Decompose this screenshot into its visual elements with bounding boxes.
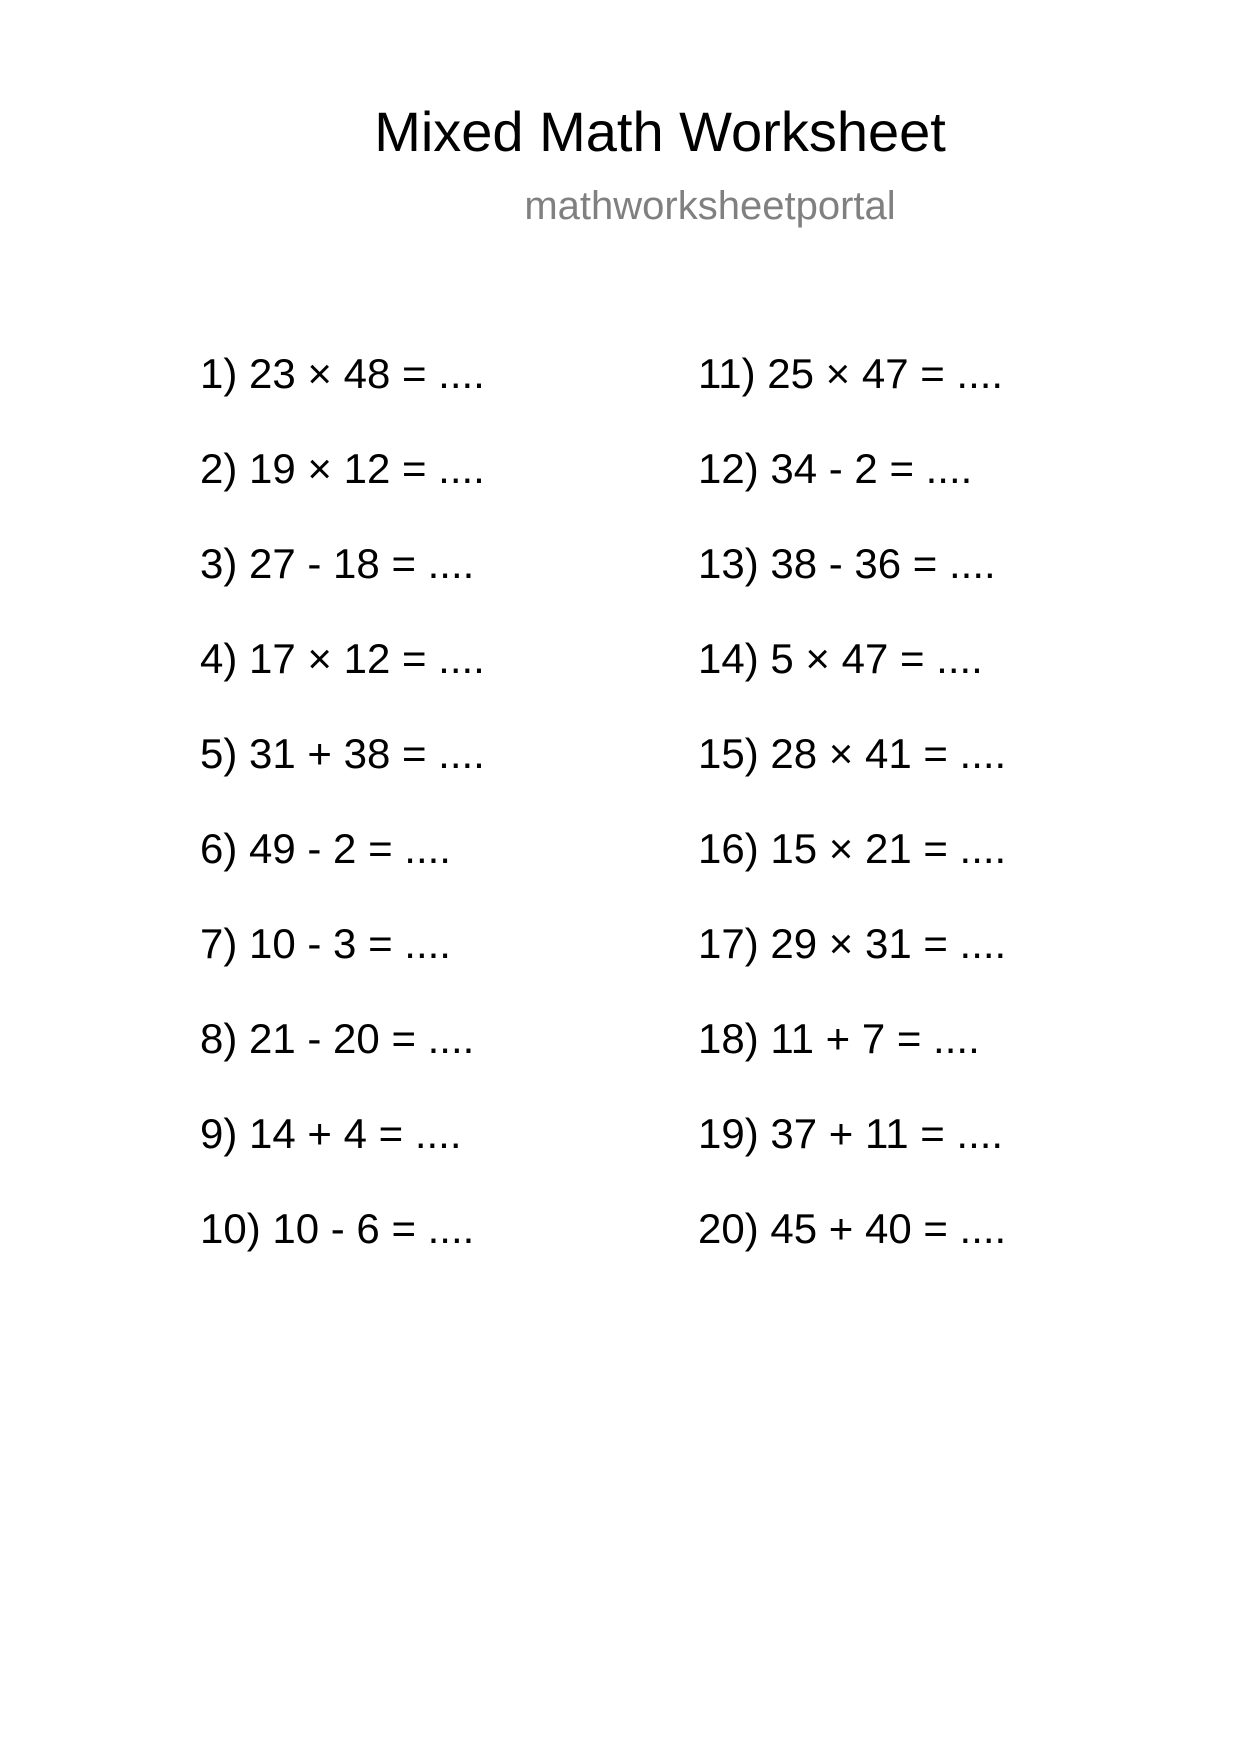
problem-9: 9) 14 + 4 = ....: [200, 1110, 462, 1157]
problem-5: 5) 31 + 38 = ....: [200, 730, 485, 777]
problem-18: 18) 11 + 7 = ....: [698, 1015, 980, 1062]
problem-7: 7) 10 - 3 = ....: [200, 920, 451, 967]
problem-4: 4) 17 × 12 = ....: [200, 635, 485, 682]
problem-3: 3) 27 - 18 = ....: [200, 540, 475, 587]
problem-11: 11) 25 × 47 = ....: [698, 350, 1004, 397]
problem-list-left: [200, 350, 485, 1300]
problem-8: 8) 21 - 20 = ....: [200, 1015, 475, 1062]
problem-10: 10) 10 - 6 = ....: [200, 1205, 475, 1252]
problem-14: 14) 5 × 47 = ....: [698, 635, 983, 682]
problem-6: 6) 49 - 2 = ....: [200, 825, 451, 872]
problem-17: 17) 29 × 31 = ....: [698, 920, 1007, 967]
problem-1: 1) 23 × 48 = ....: [200, 350, 485, 397]
problem-12: 12) 34 - 2 = ....: [698, 445, 973, 492]
worksheet-title: Mixed Math Worksheet: [374, 100, 946, 163]
problem-19: 19) 37 + 11 = ....: [698, 1110, 1004, 1157]
problem-13: 13) 38 - 36 = ....: [698, 540, 996, 587]
problem-15: 15) 28 × 41 = ....: [698, 730, 1007, 777]
worksheet-subtitle: mathworksheetportal: [524, 184, 896, 228]
problem-16: 16) 15 × 21 = ....: [698, 825, 1007, 872]
problem-2: 2) 19 × 12 = ....: [200, 445, 485, 492]
problem-20: 20) 45 + 40 = ....: [698, 1205, 1007, 1252]
problem-list-right: [698, 350, 1006, 1300]
